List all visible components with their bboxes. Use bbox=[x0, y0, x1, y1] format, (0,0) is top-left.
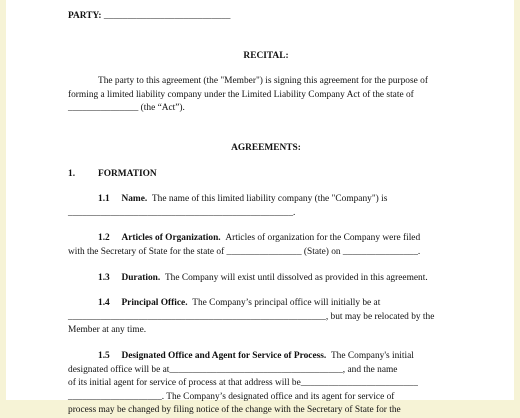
recital-paragraph bbox=[68, 75, 464, 116]
clause-text: Articles of organization for the Company were filed bbox=[225, 233, 421, 244]
section-heading bbox=[68, 168, 464, 182]
clause-number: 1.2 bbox=[98, 233, 110, 244]
clause-1-3 bbox=[68, 272, 464, 286]
clause-text: The name of this limited liability company (the "Company") is bbox=[151, 194, 388, 205]
clause-1-5 bbox=[68, 350, 464, 418]
document-page bbox=[6, 0, 514, 416]
recital-heading: RECITAL: bbox=[243, 50, 289, 61]
clause-text: Member at any time. bbox=[68, 325, 147, 336]
clause-title: Principal Office. bbox=[121, 298, 188, 309]
clause-1-4 bbox=[68, 297, 464, 338]
clause-text: The Company's initial bbox=[330, 350, 414, 361]
clause-text: ____________________. The Company’s designated office and its agent for service of bbox=[68, 391, 395, 402]
section-number: 1. bbox=[68, 168, 76, 179]
clause-text: with the Secretary of State for the state of ________________ (State) on ________________. bbox=[68, 246, 421, 257]
clause-text: of its initial agent for service of process at that address will be_________________________ bbox=[68, 378, 418, 389]
section-title: FORMATION bbox=[98, 168, 157, 179]
recital-line: _______________ (the “Act”). bbox=[68, 103, 185, 114]
clause-title: Duration. bbox=[121, 272, 161, 283]
clause-text: _______________________________________________________, but may be relocated by the bbox=[68, 311, 435, 322]
clause-text: ________________________________________________. bbox=[68, 207, 296, 218]
clause-title: Articles of Organization. bbox=[121, 233, 221, 244]
clause-number: 1.3 bbox=[98, 272, 110, 283]
party-blank: ___________________________ bbox=[103, 11, 231, 21]
recital-line: forming a limited liability company under the Limited Liability Company Act of the state of bbox=[68, 89, 414, 100]
agreements-heading: AGREEMENTS: bbox=[231, 142, 301, 153]
agreement-body bbox=[68, 0, 464, 418]
party-line bbox=[68, 10, 464, 24]
clause-number: 1.1 bbox=[98, 194, 110, 205]
clause-text: process may be changed by filing notice of the change with the Secretary of State for the bbox=[68, 405, 401, 416]
clause-number: 1.5 bbox=[98, 350, 110, 361]
clause-1-1 bbox=[68, 193, 464, 220]
clause-text: designated office will be at_____________________________________, and the name bbox=[68, 364, 398, 375]
clause-title: Name. bbox=[121, 194, 148, 205]
party-label: PARTY: bbox=[68, 11, 102, 21]
clause-title: Designated Office and Agent for Service of Process. bbox=[121, 350, 327, 361]
recital-line: The party to this agreement (the "Member") is signing this agreement for the purpose of bbox=[98, 76, 428, 87]
clause-text: The Company’s principal office will initially be at bbox=[192, 298, 381, 309]
clause-text: The Company will exist until dissolved as provided in this agreement. bbox=[164, 272, 428, 283]
clause-1-2 bbox=[68, 232, 464, 259]
clause-number: 1.4 bbox=[98, 298, 110, 309]
